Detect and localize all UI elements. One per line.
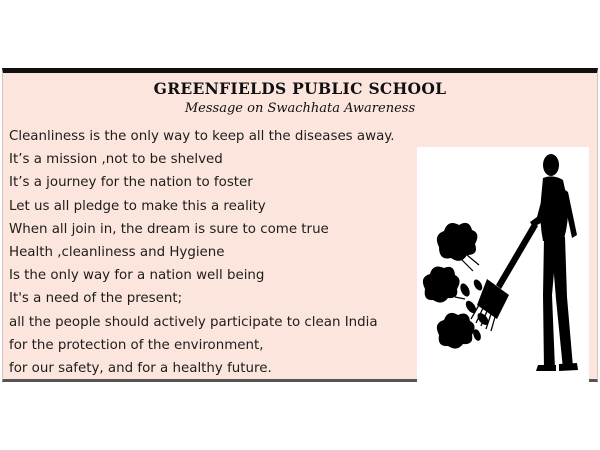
poem-line: When all join in, the dream is sure to come true (9, 221, 329, 237)
person-sweeping-icon (417, 147, 589, 383)
dirt-cloud-shape (423, 266, 460, 302)
poem-line: for our safety, and for a healthy future. (9, 360, 272, 376)
poem-text (9, 125, 395, 380)
broom-handle-shape (496, 222, 538, 289)
poem-line: It’s a journey for the nation to foster (9, 175, 253, 191)
poem-line: for the protection of the environment, (9, 337, 264, 353)
poem-line: all the people should actively participate to clean India (9, 314, 378, 330)
poem-line: Let us all pledge to make this a reality (9, 198, 266, 214)
poem-line: Is the only way for a nation well being (9, 268, 265, 284)
sweeping-illustration (417, 147, 589, 383)
left-foot-shape (536, 365, 556, 371)
dirt-cloud-shape (437, 223, 478, 261)
message-subtitle: Message on Swachhata Awareness (184, 101, 416, 116)
head-shape (543, 154, 559, 176)
school-name: GREENFIELDS PUBLIC SCHOOL (153, 79, 447, 98)
debris-shape (464, 299, 479, 315)
poem-line: Cleanliness is the only way to keep all the diseases away. (9, 129, 395, 144)
dirt-cloud-shape (437, 313, 475, 349)
poem-line: It’s a mission ,not to be shelved (9, 152, 223, 168)
right-foot-shape (559, 363, 578, 371)
right-leg-shape (551, 237, 573, 369)
poem-line: It's a need of the present; (9, 291, 183, 307)
poem-line: Health ,cleanliness and Hygiene (9, 244, 225, 260)
debris-shape (472, 278, 484, 292)
message-card (2, 68, 598, 382)
debris-shape (458, 282, 471, 298)
